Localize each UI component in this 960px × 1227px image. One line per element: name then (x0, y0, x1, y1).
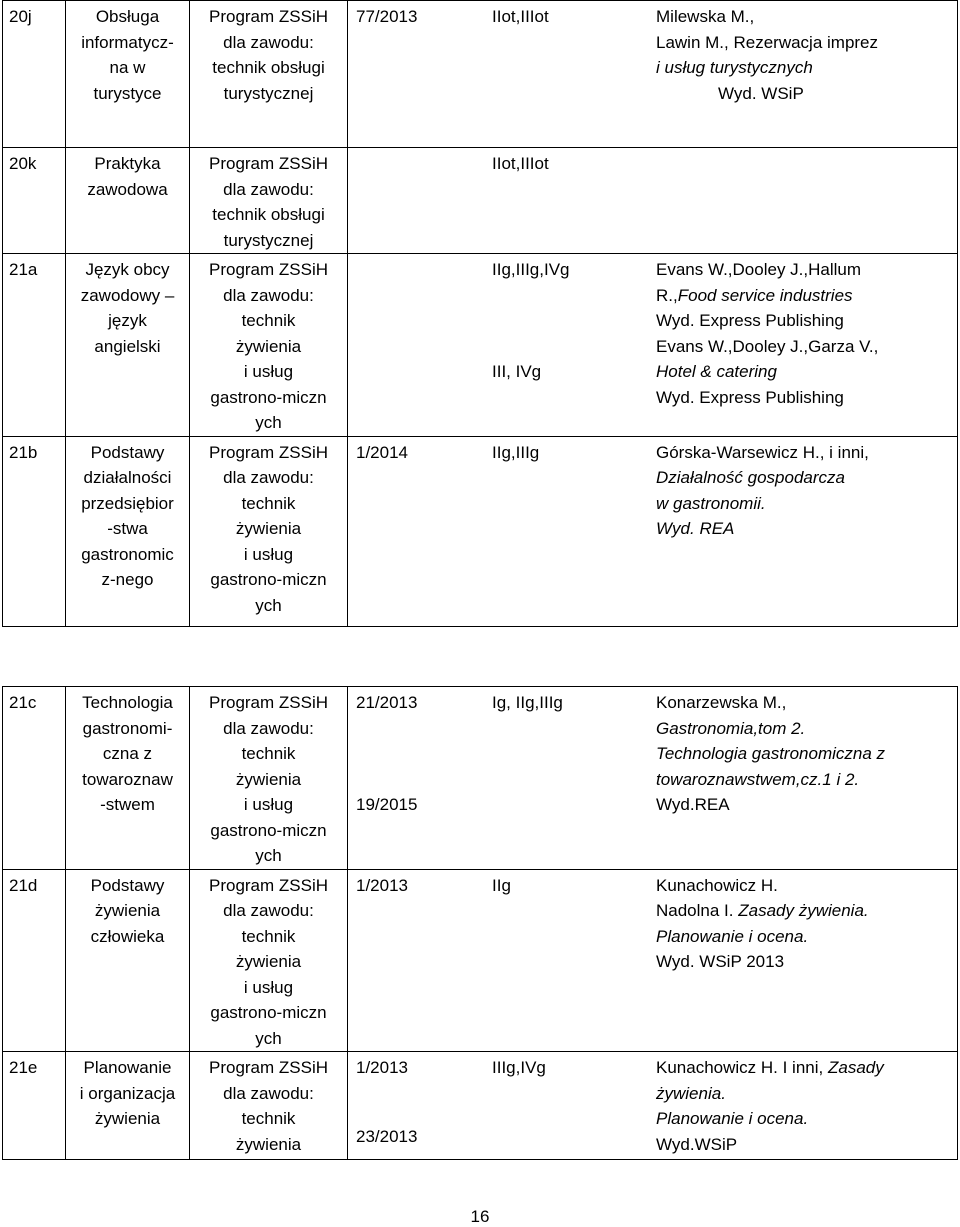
class-levels-alt: III, IVg (492, 362, 542, 381)
details-cell (348, 869, 958, 1052)
details-cell (348, 436, 958, 626)
approval-number: 77/2013 (356, 7, 418, 26)
details-cell (348, 1052, 958, 1160)
approval-number-alt: 23/2013 (356, 1127, 418, 1146)
table-row-20k (3, 148, 958, 254)
class-levels: IIg,IIIg,IVg (492, 260, 570, 279)
approval-number: 1/2013 (356, 1058, 408, 1077)
textbook-table-1 (2, 0, 958, 627)
subject-name: Język obcy zawodowy – język angielski (66, 254, 190, 437)
program-cell: Program ZSSiH dla zawodu: technik żywienia i usług gastrono-miczn ych (190, 687, 348, 870)
row-id: 21b (3, 436, 66, 626)
approval-number: 1/2014 (356, 442, 408, 462)
textbook-info: Konarzewska M., Gastronomia,tom 2. Technologia gastronomiczna z towaroznawstwem,cz.1 i 2. Wyd.REA (656, 693, 886, 814)
textbook-table-2 (2, 686, 958, 1160)
textbook-info: Górska-Warsewicz H., i inni, Działalność gospodarcza w gastronomii. Wyd. REA (656, 442, 869, 538)
subject-name: Planowanie i organizacja żywienia (66, 1052, 190, 1160)
table-row-20j (3, 1, 958, 148)
program-cell: Program ZSSiH dla zawodu: technik żywienia i usług gastrono-miczn ych (190, 254, 348, 437)
class-levels: Ig, IIg,IIIg (492, 693, 563, 712)
row-id: 21a (3, 254, 66, 437)
subject-name: Podstawy żywienia człowieka (66, 869, 190, 1052)
table-row-21b (3, 436, 958, 626)
table-row-21c (3, 687, 958, 870)
textbook-info: Milewska M., Lawin M., Rezerwacja imprez i usług turystycznych Wyd. WSiP (656, 7, 879, 103)
approval-number: 1/2013 (356, 875, 408, 895)
class-levels: IIg (492, 875, 511, 895)
subject-name: Technologia gastronomi- czna z towaroznaw -stwem (66, 687, 190, 870)
program-cell: Program ZSSiH dla zawodu: technik żywienia (190, 1052, 348, 1160)
row-id: 20k (3, 148, 66, 254)
program-cell: Program ZSSiH dla zawodu: technik obsługi turystycznej (190, 1, 348, 148)
row-id: 20j (3, 1, 66, 148)
table-row-21e (3, 1052, 958, 1160)
textbook-info: Kunachowicz H. Nadolna I. Zasady żywienia. Planowanie i ocena. Wyd. WSiP 2013 (656, 875, 869, 971)
textbook-info: Kunachowicz H. I inni, Zasady żywienia. Planowanie i ocena. Wyd.WSiP (656, 1058, 884, 1154)
table-row-21a (3, 254, 958, 437)
program-cell: Program ZSSiH dla zawodu: technik obsługi turystycznej (190, 148, 348, 254)
table-row-21d (3, 869, 958, 1052)
details-cell (348, 1, 958, 148)
approval-number-alt: 19/2015 (356, 795, 418, 814)
class-levels: IIIg,IVg (492, 1058, 546, 1077)
subject-name: Podstawy działalności przedsiębior -stwa gastronomic z-nego (66, 436, 190, 626)
program-cell: Program ZSSiH dla zawodu: technik żywienia i usług gastrono-miczn ych (190, 436, 348, 626)
class-levels: IIot,IIIot (492, 7, 549, 26)
details-cell (348, 148, 958, 254)
subject-name: Obsługa informatycz- na w turystyce (66, 1, 190, 148)
page-number: 16 (470, 1207, 490, 1226)
row-id: 21d (3, 869, 66, 1052)
approval-number: 21/2013 (356, 693, 418, 712)
details-cell (348, 687, 958, 870)
details-cell (348, 254, 958, 437)
row-id: 21c (3, 687, 66, 870)
subject-name: Praktyka zawodowa (66, 148, 190, 254)
row-id: 21e (3, 1052, 66, 1160)
class-levels: IIot,IIIot (492, 154, 549, 173)
textbook-info: Evans W.,Dooley J.,Hallum R.,Food service industries Wyd. Express Publishing Evans W.,Dooley J.,Garza V., Hotel & catering Wyd. Express Publishing (656, 260, 879, 407)
program-cell: Program ZSSiH dla zawodu: technik żywienia i usług gastrono-miczn ych (190, 869, 348, 1052)
class-levels: IIg,IIIg (492, 442, 540, 462)
